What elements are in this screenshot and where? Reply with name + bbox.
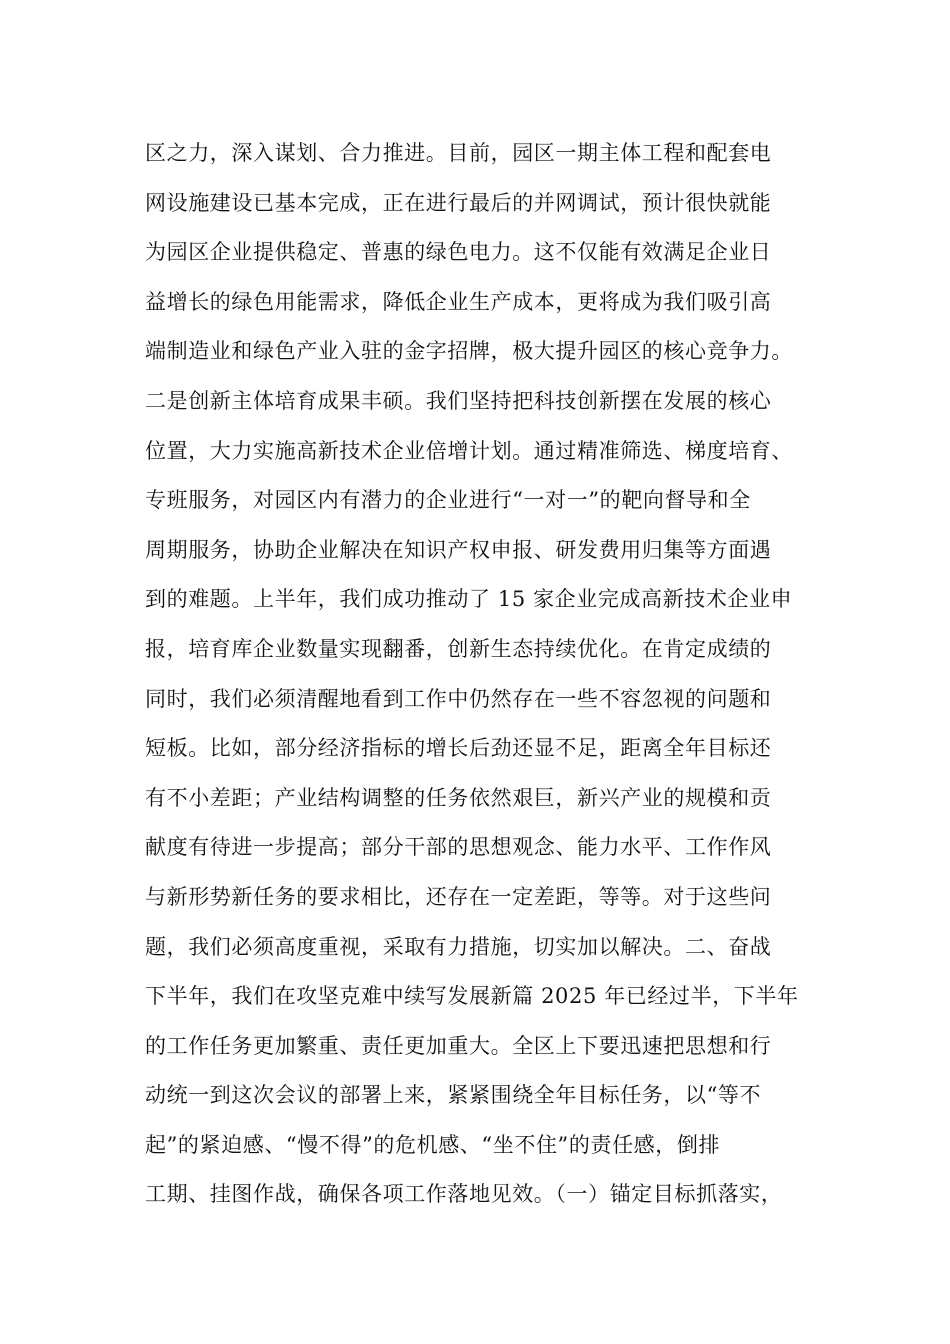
text-line: 益增长的绿色用能需求，降低企业生产成本，更将成为我们吸引高 <box>145 289 772 314</box>
text-line: 的工作任务更加繁重、责任更加重大。全区上下要迅速把思想和行 <box>145 1033 772 1058</box>
text-line: 周期服务，协助企业解决在知识产权申报、研发费用归集等方面遇 <box>145 537 772 562</box>
text-line: 区之力，深入谋划、合力推进。目前，园区一期主体工程和配套电 <box>145 141 772 165</box>
text-line: 位置，大力实施高新技术企业倍增计划。通过精准筛选、梯度培育、 <box>145 438 793 463</box>
text-line: 题，我们必须高度重视，采取有力措施，切实加以解决。二、奋战 <box>145 934 772 959</box>
text-line: 网设施建设已基本完成，正在进行最后的并网调试，预计很快就能 <box>145 190 772 215</box>
text-line: 专班服务，对园区内有潜力的企业进行“一对一”的靶向督导和全 <box>145 488 751 513</box>
text-line: 有不小差距；产业结构调整的任务依然艰巨，新兴产业的规模和贡 <box>145 785 772 810</box>
text-line: 到的难题。上半年，我们成功推动了 15 家企业完成高新技术企业申 <box>145 587 793 612</box>
text-line: 短板。比如，部分经济指标的增长后劲还显不足，距离全年目标还 <box>145 736 772 761</box>
text-line: 下半年，我们在攻坚克难中续写发展新篇 2025 年已经过半，下半年 <box>145 984 799 1009</box>
text-line: 动统一到这次会议的部署上来，紧紧围绕全年目标任务，以“等不 <box>145 1083 762 1108</box>
body-text <box>145 129 835 1220</box>
text-line: 同时，我们必须清醒地看到工作中仍然存在一些不容忽视的问题和 <box>145 686 772 711</box>
text-line: 为园区企业提供稳定、普惠的绿色电力。这不仅能有效满足企业日 <box>145 240 772 265</box>
text-line: 献度有待进一步提高；部分干部的思想观念、能力水平、工作作风 <box>145 835 772 860</box>
text-line: 与新形势新任务的要求相比，还存在一定差距，等等。对于这些问 <box>145 884 772 909</box>
text-line: 工期、挂图作战，确保各项工作落地见效。（一）锚定目标抓落实， <box>145 1182 783 1207</box>
text-line: 起”的紧迫感、“慢不得”的危机感、“坐不住”的责任感，倒排 <box>145 1132 721 1157</box>
text-line: 端制造业和绿色产业入驻的金字招牌，极大提升园区的核心竞争力。 <box>145 339 793 364</box>
text-line: 二是创新主体培育成果丰硕。我们坚持把科技创新摆在发展的核心 <box>145 388 772 413</box>
text-line: 报，培育库企业数量实现翻番，创新生态持续优化。在肯定成绩的 <box>145 636 772 661</box>
